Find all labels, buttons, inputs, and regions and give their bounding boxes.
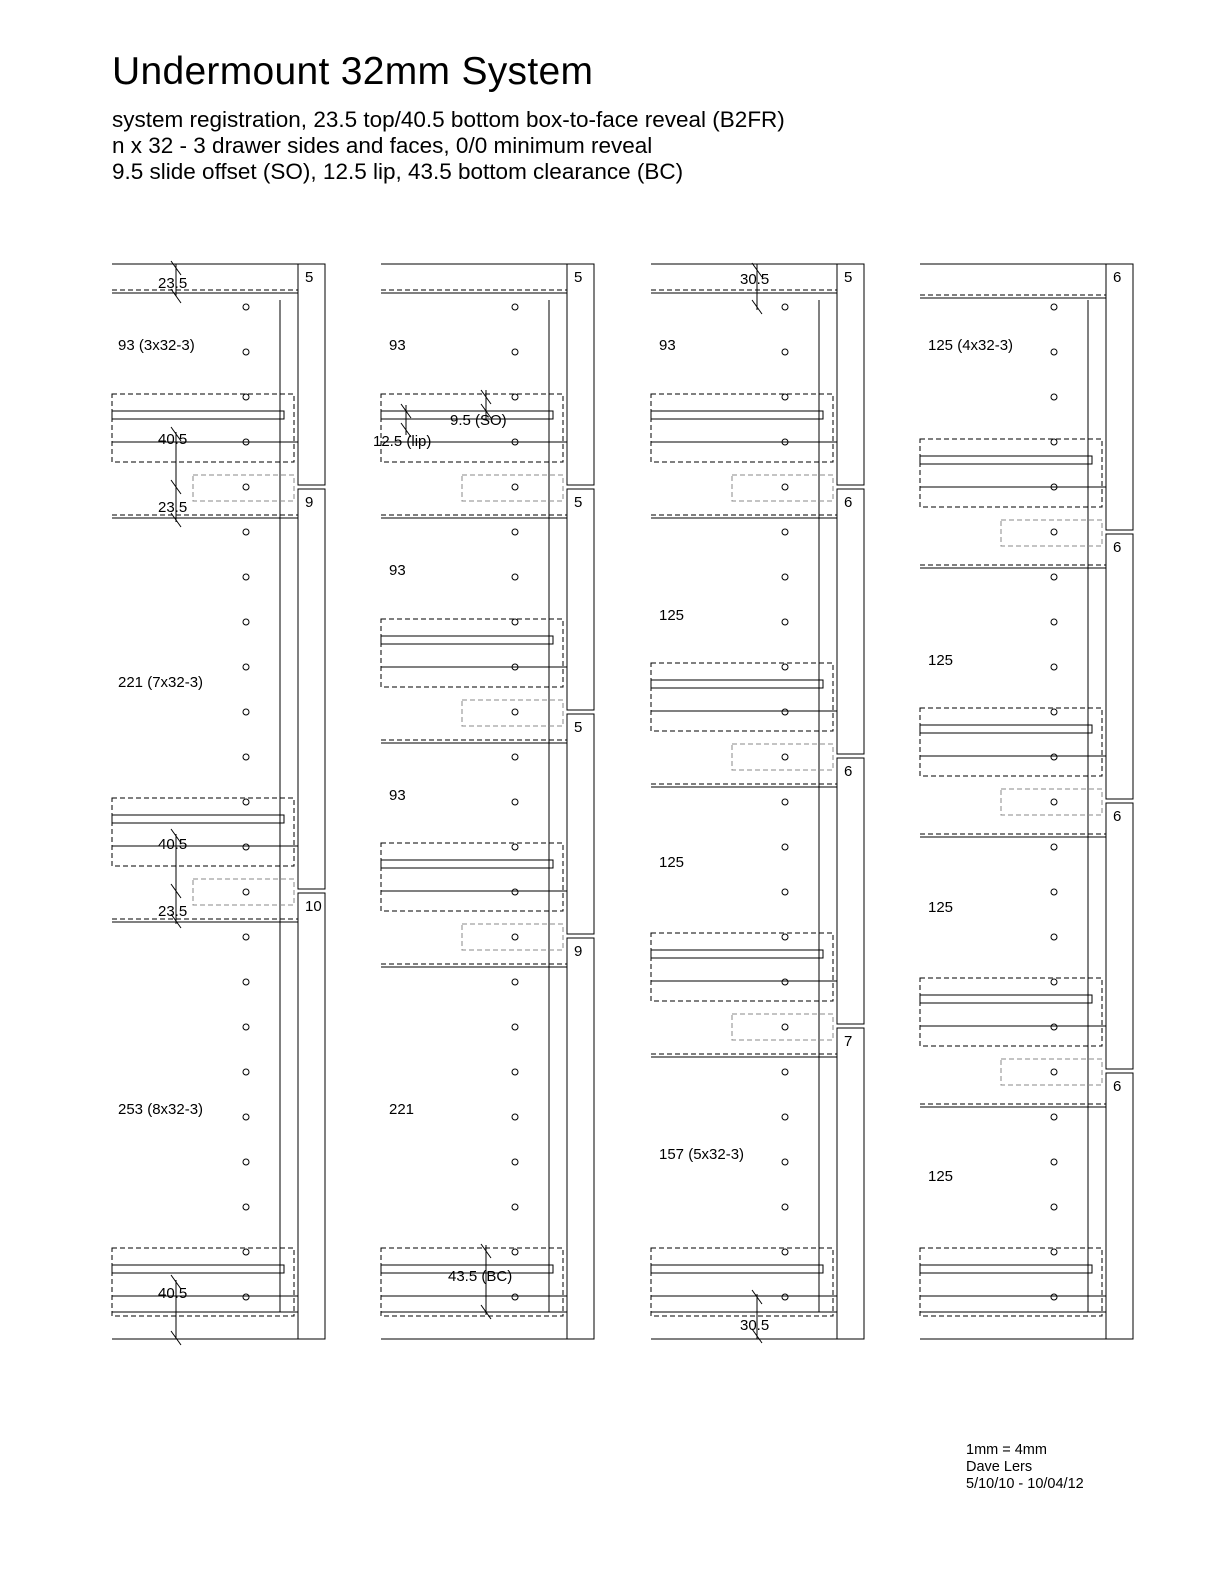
drawer-face bbox=[298, 264, 325, 485]
system-hole bbox=[512, 799, 518, 805]
drawer-size-label: 93 bbox=[389, 787, 406, 804]
face-number: 6 bbox=[1113, 269, 1122, 286]
drawer-slide bbox=[651, 950, 823, 958]
drawer-face bbox=[837, 758, 864, 1024]
system-hole bbox=[1051, 304, 1057, 310]
drawer-face bbox=[567, 714, 594, 934]
drawer-slide bbox=[651, 1265, 823, 1273]
drawer-slide bbox=[112, 1265, 284, 1273]
dimension-label: 40.5 bbox=[158, 1285, 188, 1302]
system-hole bbox=[243, 574, 249, 580]
drawer-face bbox=[298, 893, 325, 1339]
scale-note: 1mm = 4mm bbox=[966, 1442, 1047, 1458]
system-hole bbox=[1051, 1024, 1057, 1030]
drawer-face bbox=[567, 489, 594, 710]
system-hole bbox=[243, 889, 249, 895]
drawer-size-label: 221 (7x32-3) bbox=[118, 674, 204, 691]
system-hole bbox=[1051, 394, 1057, 400]
system-hole bbox=[243, 1294, 249, 1300]
system-hole bbox=[1051, 1204, 1057, 1210]
dimension-label: 23.5 bbox=[158, 275, 188, 292]
drawer-size-label: 93 bbox=[659, 337, 676, 354]
slide-clearance bbox=[920, 1248, 1102, 1316]
subtitle-line: 9.5 slide offset (SO), 12.5 lip, 43.5 bottom clearance (BC) bbox=[112, 159, 684, 184]
system-hole bbox=[512, 529, 518, 535]
system-hole bbox=[1051, 754, 1057, 760]
drawer-slide bbox=[920, 456, 1092, 464]
system-hole bbox=[782, 979, 788, 985]
system-hole bbox=[512, 1159, 518, 1165]
drawer-size-label: 125 bbox=[928, 652, 954, 669]
face-number: 7 bbox=[844, 1033, 853, 1050]
drawer-face bbox=[298, 489, 325, 889]
system-hole bbox=[1051, 349, 1057, 355]
system-hole bbox=[1051, 799, 1057, 805]
system-hole bbox=[782, 574, 788, 580]
system-hole bbox=[1051, 1249, 1057, 1255]
dimension-label: 23.5 bbox=[158, 903, 188, 920]
face-number: 5 bbox=[844, 269, 853, 286]
system-hole bbox=[782, 934, 788, 940]
system-hole bbox=[1051, 1069, 1057, 1075]
slide-clearance bbox=[651, 933, 833, 1001]
system-hole bbox=[782, 1069, 788, 1075]
system-hole bbox=[512, 1204, 518, 1210]
system-hole bbox=[512, 484, 518, 490]
drawer-size-label: 253 (8x32-3) bbox=[118, 1101, 204, 1118]
system-hole bbox=[243, 349, 249, 355]
system-hole bbox=[243, 844, 249, 850]
drawer-size-label: 125 (4x32-3) bbox=[928, 337, 1014, 354]
drawer-face bbox=[567, 264, 594, 485]
drawer-column bbox=[373, 264, 594, 1339]
drawer-size-label: 93 (3x32-3) bbox=[118, 337, 195, 354]
title-block bbox=[966, 1442, 1084, 1493]
system-hole bbox=[782, 1159, 788, 1165]
face-number: 6 bbox=[1113, 1078, 1122, 1095]
face-number: 6 bbox=[844, 494, 853, 511]
system-hole bbox=[243, 1249, 249, 1255]
system-hole bbox=[512, 349, 518, 355]
drawer-face bbox=[1106, 534, 1133, 799]
system-hole bbox=[1051, 889, 1057, 895]
dimension-label: 40.5 bbox=[158, 836, 188, 853]
system-hole bbox=[1051, 439, 1057, 445]
face-number: 6 bbox=[844, 763, 853, 780]
face-number: 5 bbox=[305, 269, 314, 286]
system-hole bbox=[782, 709, 788, 715]
subtitle-line: system registration, 23.5 top/40.5 bottom box-to-face reveal (B2FR) bbox=[112, 107, 785, 132]
dimension-label: 12.5 (lip) bbox=[373, 433, 432, 450]
drawer-size-label: 157 (5x32-3) bbox=[659, 1146, 745, 1163]
system-hole bbox=[1051, 1159, 1057, 1165]
system-hole bbox=[243, 394, 249, 400]
drawer-size-label: 221 bbox=[389, 1101, 415, 1118]
face-number: 9 bbox=[305, 494, 314, 511]
system-hole bbox=[243, 1114, 249, 1120]
system-hole bbox=[512, 844, 518, 850]
system-hole bbox=[512, 619, 518, 625]
system-hole bbox=[1051, 664, 1057, 670]
dimension-label: 9.5 (SO) bbox=[450, 412, 507, 429]
system-hole bbox=[512, 574, 518, 580]
drawer-size-label: 93 bbox=[389, 337, 406, 354]
system-hole bbox=[243, 1069, 249, 1075]
drawer-slide bbox=[112, 815, 284, 823]
slide-clearance bbox=[920, 708, 1102, 776]
drawer-slide bbox=[381, 636, 553, 644]
drawer-face bbox=[1106, 264, 1133, 530]
face-number: 5 bbox=[574, 269, 583, 286]
slide-clearance bbox=[381, 843, 563, 911]
system-hole bbox=[782, 754, 788, 760]
system-hole bbox=[243, 664, 249, 670]
slide-clearance bbox=[112, 1248, 294, 1316]
system-hole bbox=[512, 394, 518, 400]
dimension-label: 43.5 (BC) bbox=[448, 1268, 513, 1285]
system-hole bbox=[243, 799, 249, 805]
drawer-size-label: 125 bbox=[928, 1168, 954, 1185]
slide-clearance bbox=[651, 1248, 833, 1316]
system-hole bbox=[782, 1024, 788, 1030]
drawer-face bbox=[837, 1028, 864, 1339]
system-hole bbox=[1051, 1294, 1057, 1300]
system-hole bbox=[512, 754, 518, 760]
system-hole bbox=[782, 1249, 788, 1255]
system-hole bbox=[243, 754, 249, 760]
system-hole bbox=[782, 1204, 788, 1210]
system-hole bbox=[243, 1024, 249, 1030]
drawer-face bbox=[1106, 1073, 1133, 1339]
drawer-slide bbox=[381, 860, 553, 868]
system-hole bbox=[243, 979, 249, 985]
system-hole bbox=[1051, 844, 1057, 850]
system-hole bbox=[1051, 979, 1057, 985]
system-hole bbox=[512, 1069, 518, 1075]
drawer-size-label: 125 bbox=[659, 854, 685, 871]
system-hole bbox=[243, 619, 249, 625]
system-hole bbox=[782, 619, 788, 625]
dimension-label: 40.5 bbox=[158, 431, 188, 448]
system-hole bbox=[512, 889, 518, 895]
system-hole bbox=[512, 1024, 518, 1030]
slide-clearance bbox=[651, 394, 833, 462]
system-hole bbox=[1051, 709, 1057, 715]
dimension-label: 30.5 bbox=[740, 1317, 770, 1334]
subtitle-line: n x 32 - 3 drawer sides and faces, 0/0 minimum reveal bbox=[112, 133, 653, 158]
system-hole bbox=[512, 934, 518, 940]
system-hole bbox=[512, 1294, 518, 1300]
system-hole bbox=[512, 709, 518, 715]
system-hole bbox=[782, 394, 788, 400]
system-hole bbox=[782, 664, 788, 670]
system-hole bbox=[1051, 934, 1057, 940]
face-number: 6 bbox=[1113, 539, 1122, 556]
system-hole bbox=[1051, 619, 1057, 625]
drawer-slide bbox=[651, 411, 823, 419]
dimension-label: 23.5 bbox=[158, 499, 188, 516]
drawer-size-label: 125 bbox=[659, 607, 685, 624]
system-hole bbox=[1051, 529, 1057, 535]
slide-clearance bbox=[112, 394, 294, 462]
drawer-column bbox=[651, 263, 864, 1343]
system-hole bbox=[782, 799, 788, 805]
system-hole bbox=[243, 1159, 249, 1165]
drawer-face bbox=[837, 489, 864, 754]
system-hole bbox=[243, 529, 249, 535]
system-hole bbox=[512, 1249, 518, 1255]
slide-clearance bbox=[920, 439, 1102, 507]
drawer-slide bbox=[920, 1265, 1092, 1273]
drawer-slide bbox=[651, 680, 823, 688]
system-hole bbox=[782, 349, 788, 355]
revision-dates: 5/10/10 - 10/04/12 bbox=[966, 1476, 1084, 1492]
system-hole bbox=[782, 844, 788, 850]
face-number: 9 bbox=[574, 943, 583, 960]
system-hole bbox=[243, 709, 249, 715]
slide-clearance bbox=[112, 798, 294, 866]
system-hole bbox=[782, 304, 788, 310]
system-hole bbox=[782, 889, 788, 895]
drawer-face bbox=[1106, 803, 1133, 1069]
system-hole bbox=[782, 484, 788, 490]
drawer-column bbox=[920, 264, 1133, 1339]
slide-clearance bbox=[920, 978, 1102, 1046]
author-name: Dave Lers bbox=[966, 1459, 1033, 1475]
slide-clearance bbox=[381, 619, 563, 687]
system-hole bbox=[243, 934, 249, 940]
drawer-size-label: 125 bbox=[928, 899, 954, 916]
system-hole bbox=[243, 304, 249, 310]
system-hole bbox=[1051, 1114, 1057, 1120]
face-number: 6 bbox=[1113, 808, 1122, 825]
system-hole bbox=[1051, 574, 1057, 580]
face-number: 5 bbox=[574, 494, 583, 511]
system-hole bbox=[782, 529, 788, 535]
drawer-size-label: 93 bbox=[389, 562, 406, 579]
system-hole bbox=[512, 1114, 518, 1120]
face-number: 10 bbox=[305, 898, 322, 915]
face-number: 5 bbox=[574, 719, 583, 736]
drawer-slide bbox=[112, 411, 284, 419]
system-hole bbox=[243, 484, 249, 490]
drawer-slide bbox=[920, 725, 1092, 733]
system-hole bbox=[782, 1294, 788, 1300]
drawer-face bbox=[837, 264, 864, 485]
system-hole bbox=[512, 979, 518, 985]
system-hole bbox=[782, 1114, 788, 1120]
drawer-face bbox=[567, 938, 594, 1339]
drawer-column bbox=[112, 261, 325, 1345]
drawing-title: Undermount 32mm System bbox=[112, 50, 594, 93]
drawer-slide bbox=[920, 995, 1092, 1003]
slide-clearance bbox=[651, 663, 833, 731]
system-hole bbox=[243, 1204, 249, 1210]
system-hole bbox=[512, 304, 518, 310]
dimension-label: 30.5 bbox=[740, 271, 770, 288]
